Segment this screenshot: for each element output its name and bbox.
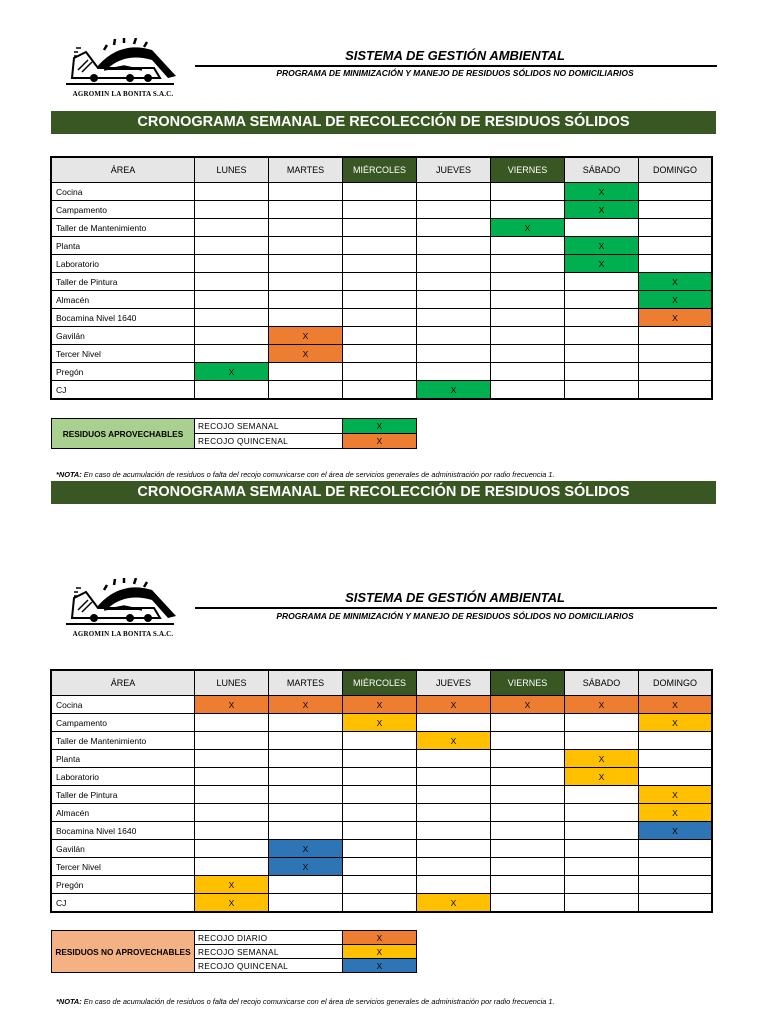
schedule-cell-domingo [639,237,712,255]
schedule-cell-domingo [639,219,712,237]
schedule-cell-lunes [195,804,269,822]
schedule-cell-viernes: X [491,696,565,714]
note-2 [56,997,555,1006]
table-row [52,894,712,912]
schedule-cell-martes [269,273,343,291]
col-header-area: ÁREA [52,158,195,183]
schedule-cell-miercoles [343,381,417,399]
system-title: SISTEMA DE GESTIÓN AMBIENTAL [345,48,565,63]
schedule-cell-lunes [195,858,269,876]
schedule-cell-lunes: X [195,696,269,714]
schedule-cell-domingo [639,201,712,219]
legend-frequency: RECOJO DIARIO [195,931,343,945]
schedule-cell-martes [269,750,343,768]
col-header-lunes: LUNES [195,671,269,696]
area-name: CJ [52,894,195,912]
schedule-cell-martes [269,732,343,750]
schedule-cell-miercoles [343,750,417,768]
schedule-cell-jueves: X [417,732,491,750]
schedule-cell-viernes [491,291,565,309]
area-name: Laboratorio [52,255,195,273]
schedule-cell-domingo [639,327,712,345]
schedule-cell-martes: X [269,840,343,858]
schedule-cell-domingo: X [639,822,712,840]
schedule-cell-jueves [417,183,491,201]
table-row [52,183,712,201]
col-header-domingo: DOMINGO [639,671,712,696]
schedule-cell-jueves [417,822,491,840]
schedule-cell-jueves [417,255,491,273]
schedule-cell-miercoles [343,894,417,912]
table-row [52,858,712,876]
schedule-cell-miercoles [343,363,417,381]
col-header-martes: MARTES [269,671,343,696]
program-subtitle-2: PROGRAMA DE MINIMIZACIÓN Y MANEJO DE RESIDUOS SÓLIDOS NO DOMICILIARIOS [276,611,634,621]
schedule-cell-jueves: X [417,894,491,912]
table-row [52,237,712,255]
schedule-cell-miercoles [343,732,417,750]
schedule-cell-lunes: X [195,363,269,381]
schedule-cell-jueves [417,786,491,804]
schedule-cell-jueves [417,768,491,786]
schedule-cell-martes [269,876,343,894]
schedule-cell-sabado: X [565,237,639,255]
area-name: Pregón [52,363,195,381]
schedule-cell-miercoles [343,237,417,255]
table-row [52,201,712,219]
schedule-cell-lunes [195,822,269,840]
schedule-cell-jueves [417,237,491,255]
area-name: Taller de Mantenimiento [52,219,195,237]
schedule-cell-miercoles [343,876,417,894]
area-name: Planta [52,237,195,255]
schedule-cell-martes [269,894,343,912]
area-name: Gavilán [52,840,195,858]
schedule-cell-miercoles [343,201,417,219]
table-row [52,255,712,273]
table-row [52,822,712,840]
schedule-cell-sabado [565,273,639,291]
schedule-cell-domingo [639,750,712,768]
area-name: Pregón [52,876,195,894]
col-header-sabado: SÁBADO [565,671,639,696]
area-name: CJ [52,381,195,399]
schedule-cell-lunes [195,345,269,363]
table-row [52,714,712,732]
schedule-cell-lunes [195,219,269,237]
schedule-cell-martes: X [269,345,343,363]
schedule-table-no-aprovechables [51,670,712,912]
schedule-cell-lunes [195,327,269,345]
schedule-cell-martes [269,219,343,237]
schedule-cell-jueves [417,345,491,363]
schedule-cell-martes [269,804,343,822]
schedule-cell-sabado [565,840,639,858]
schedule-cell-viernes [491,309,565,327]
legend-frequency: RECOJO QUINCENAL [195,959,343,973]
schedule-cell-martes [269,768,343,786]
schedule-cell-jueves: X [417,381,491,399]
legend-frequency: RECOJO SEMANAL [195,945,343,959]
col-header-viernes: VIERNES [491,671,565,696]
schedule-cell-sabado [565,732,639,750]
area-name: Almacén [52,804,195,822]
schedule-cell-viernes [491,786,565,804]
schedule-cell-lunes [195,309,269,327]
schedule-cell-jueves [417,309,491,327]
area-name: Taller de Pintura [52,786,195,804]
schedule-cell-sabado: X [565,696,639,714]
schedule-cell-sabado [565,858,639,876]
table-row [52,327,712,345]
mining-truck-icon [64,38,182,88]
schedule-cell-jueves [417,804,491,822]
schedule-cell-domingo [639,858,712,876]
schedule-cell-lunes [195,714,269,732]
schedule-cell-lunes [195,255,269,273]
schedule-cell-viernes [491,894,565,912]
legend-label: RESIDUOS NO APROVECHABLES [52,931,195,973]
table-row [52,768,712,786]
schedule-cell-domingo [639,768,712,786]
col-header-sabado: SÁBADO [565,158,639,183]
company-logo [64,38,182,98]
schedule-cell-miercoles [343,291,417,309]
schedule-cell-viernes [491,381,565,399]
area-name: Bocamina Nivel 1640 [52,309,195,327]
schedule-cell-jueves [417,201,491,219]
schedule-cell-miercoles [343,822,417,840]
title-rule-2 [195,607,717,609]
schedule-cell-martes [269,237,343,255]
schedule-cell-viernes [491,363,565,381]
legend-label: RESIDUOS APROVECHABLES [52,419,195,449]
note-prefix: *NOTA: [56,470,82,479]
company-name: AGROMIN LA BONITA S.A.C. [72,90,174,98]
col-header-domingo: DOMINGO [639,158,712,183]
schedule-cell-sabado [565,327,639,345]
schedule-cell-sabado [565,876,639,894]
schedule-cell-miercoles [343,219,417,237]
schedule-cell-viernes [491,768,565,786]
schedule-cell-domingo [639,363,712,381]
area-name: Almacén [52,291,195,309]
table-row [52,750,712,768]
schedule-cell-domingo [639,183,712,201]
schedule-cell-viernes [491,345,565,363]
schedule-cell-jueves: X [417,696,491,714]
col-header-miercoles: MIÉRCOLES [343,671,417,696]
schedule-cell-miercoles [343,786,417,804]
schedule-cell-sabado: X [565,183,639,201]
system-title-2: SISTEMA DE GESTIÓN AMBIENTAL [345,590,565,605]
schedule-cell-sabado: X [565,255,639,273]
schedule-cell-viernes [491,840,565,858]
area-name: Gavilán [52,327,195,345]
table-header-row [52,158,712,183]
schedule-cell-lunes: X [195,894,269,912]
schedule-cell-sabado [565,381,639,399]
note-prefix: *NOTA: [56,997,82,1006]
schedule-cell-lunes [195,840,269,858]
table-row [52,219,712,237]
schedule-cell-lunes [195,237,269,255]
schedule-table-aprovechables [51,157,712,399]
table-row [52,363,712,381]
legend-row [52,931,417,945]
schedule-cell-viernes [491,876,565,894]
schedule-cell-jueves [417,876,491,894]
schedule-cell-sabado: X [565,750,639,768]
table-row [52,840,712,858]
schedule-cell-viernes [491,804,565,822]
legend-swatch: X [343,959,417,973]
schedule-cell-martes: X [269,696,343,714]
schedule-cell-jueves [417,840,491,858]
note-1 [56,470,555,479]
schedule-cell-jueves [417,219,491,237]
area-name: Campamento [52,714,195,732]
schedule-cell-miercoles [343,309,417,327]
schedule-cell-lunes [195,732,269,750]
schedule-cell-sabado: X [565,768,639,786]
schedule-cell-martes [269,255,343,273]
table-row [52,291,712,309]
schedule-cell-lunes [195,183,269,201]
schedule-cell-miercoles [343,840,417,858]
schedule-cell-miercoles [343,183,417,201]
schedule-cell-viernes [491,201,565,219]
schedule-cell-martes [269,714,343,732]
note-text: En caso de acumulación de residuos o falta del recojo comunicarse con el área de servicios generales de administración por radio frecuencia 1. [81,997,555,1006]
schedule-cell-viernes [491,273,565,291]
area-name: Taller de Mantenimiento [52,732,195,750]
area-name: Planta [52,750,195,768]
program-subtitle: PROGRAMA DE MINIMIZACIÓN Y MANEJO DE RESIDUOS SÓLIDOS NO DOMICILIARIOS [276,68,634,78]
legend-frequency: RECOJO SEMANAL [195,419,343,434]
title-rule [195,65,717,67]
legend-swatch: X [343,434,417,449]
table-row [52,786,712,804]
schedule-cell-miercoles [343,804,417,822]
schedule-cell-martes [269,822,343,840]
schedule-cell-miercoles [343,858,417,876]
schedule-cell-jueves [417,291,491,309]
schedule-cell-viernes [491,858,565,876]
schedule-cell-sabado [565,822,639,840]
schedule-cell-miercoles [343,327,417,345]
schedule-cell-sabado [565,714,639,732]
col-header-lunes: LUNES [195,158,269,183]
schedule-cell-sabado [565,894,639,912]
schedule-cell-domingo: X [639,714,712,732]
col-header-area: ÁREA [52,671,195,696]
schedule-cell-domingo: X [639,291,712,309]
schedule-cell-sabado [565,219,639,237]
schedule-cell-lunes [195,381,269,399]
schedule-cell-domingo: X [639,273,712,291]
legend-frequency: RECOJO QUINCENAL [195,434,343,449]
company-name-2: AGROMIN LA BONITA S.A.C. [72,630,174,638]
col-header-viernes: VIERNES [491,158,565,183]
area-name: Cocina [52,183,195,201]
schedule-cell-jueves [417,858,491,876]
legend-no-aprovechables [51,930,417,973]
table-row [52,804,712,822]
note-text: En caso de acumulación de residuos o falta del recojo comunicarse con el área de servicios generales de administración por radio frecuencia 1. [81,470,555,479]
legend-row [52,419,417,434]
area-name: Tercer Nivel [52,858,195,876]
schedule-cell-viernes [491,822,565,840]
schedule-cell-sabado: X [565,201,639,219]
schedule-cell-sabado [565,804,639,822]
schedule-cell-martes [269,309,343,327]
schedule-cell-martes: X [269,858,343,876]
schedule-cell-miercoles [343,768,417,786]
table-header-row [52,671,712,696]
schedule-cell-martes [269,786,343,804]
company-logo-2 [64,578,182,638]
schedule-cell-martes [269,291,343,309]
schedule-cell-viernes [491,255,565,273]
schedule-cell-sabado [565,363,639,381]
legend-aprovechables [51,418,417,449]
schedule-cell-sabado [565,291,639,309]
col-header-jueves: JUEVES [417,671,491,696]
area-name: Laboratorio [52,768,195,786]
table-row [52,732,712,750]
schedule-cell-lunes [195,750,269,768]
schedule-cell-viernes [491,750,565,768]
schedule-cell-martes [269,201,343,219]
schedule-cell-viernes [491,732,565,750]
schedule-cell-jueves [417,273,491,291]
col-header-miercoles: MIÉRCOLES [343,158,417,183]
table-row [52,345,712,363]
legend-swatch: X [343,419,417,434]
schedule-cell-viernes [491,237,565,255]
schedule-cell-jueves [417,363,491,381]
schedule-cell-domingo [639,345,712,363]
schedule-cell-domingo [639,894,712,912]
schedule-cell-miercoles: X [343,696,417,714]
schedule-cell-miercoles: X [343,714,417,732]
schedule-cell-lunes [195,273,269,291]
schedule-cell-lunes [195,201,269,219]
schedule-cell-domingo [639,732,712,750]
schedule-cell-sabado [565,786,639,804]
col-header-jueves: JUEVES [417,158,491,183]
area-name: Campamento [52,201,195,219]
schedule-banner-2: CRONOGRAMA SEMANAL DE RECOLECCIÓN DE RESIDUOS SÓLIDOS [51,481,716,504]
schedule-cell-domingo [639,840,712,858]
schedule-cell-martes: X [269,327,343,345]
table-row [52,273,712,291]
schedule-banner: CRONOGRAMA SEMANAL DE RECOLECCIÓN DE RESIDUOS SÓLIDOS [51,111,716,134]
schedule-cell-lunes [195,786,269,804]
schedule-cell-miercoles [343,273,417,291]
schedule-cell-domingo: X [639,696,712,714]
schedule-cell-jueves [417,750,491,768]
schedule-cell-jueves [417,714,491,732]
table-row [52,696,712,714]
table-row [52,381,712,399]
area-name: Bocamina Nivel 1640 [52,822,195,840]
area-name: Taller de Pintura [52,273,195,291]
schedule-cell-viernes [491,183,565,201]
schedule-cell-viernes: X [491,219,565,237]
schedule-cell-domingo [639,255,712,273]
schedule-cell-martes [269,381,343,399]
schedule-cell-lunes: X [195,876,269,894]
schedule-cell-domingo [639,876,712,894]
table-row [52,309,712,327]
schedule-cell-domingo: X [639,309,712,327]
schedule-cell-martes [269,183,343,201]
legend-swatch: X [343,945,417,959]
schedule-cell-viernes [491,327,565,345]
col-header-martes: MARTES [269,158,343,183]
schedule-cell-jueves [417,327,491,345]
schedule-cell-sabado [565,309,639,327]
legend-swatch: X [343,931,417,945]
schedule-cell-viernes [491,714,565,732]
schedule-cell-sabado [565,345,639,363]
mining-truck-icon [64,578,182,628]
area-name: Tercer Nivel [52,345,195,363]
schedule-cell-lunes [195,768,269,786]
schedule-cell-miercoles [343,345,417,363]
schedule-cell-domingo [639,381,712,399]
schedule-cell-miercoles [343,255,417,273]
area-name: Cocina [52,696,195,714]
schedule-cell-domingo: X [639,804,712,822]
schedule-cell-martes [269,363,343,381]
table-row [52,876,712,894]
schedule-cell-lunes [195,291,269,309]
schedule-cell-domingo: X [639,786,712,804]
